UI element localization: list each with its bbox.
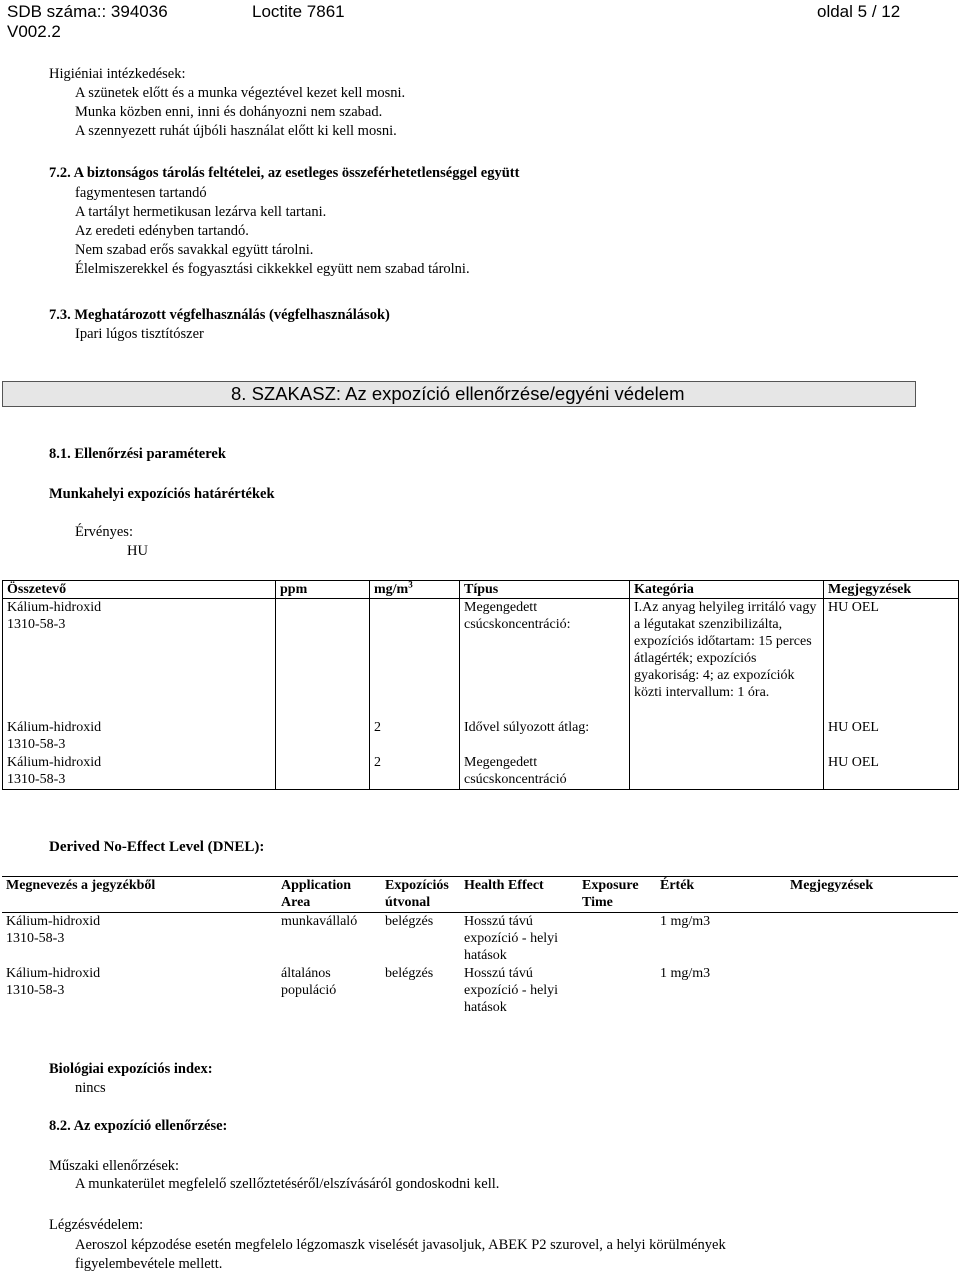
area-cell: munkavállaló (281, 914, 358, 929)
col-value: Érték (656, 877, 786, 913)
bio-value: nincs (75, 1080, 106, 1096)
mg-cell (370, 599, 460, 719)
remarks-cell: HU OEL (824, 754, 959, 790)
component-cell (3, 719, 276, 754)
bio-title: Biológiai expozíciós index: (49, 1061, 213, 1077)
ppm-cell (276, 599, 370, 719)
col-route: Expozíciós útvonal (381, 877, 460, 913)
cas-number: 1310-58-3 (7, 771, 66, 787)
category-cell: I.Az anyag helyileg irritáló vagy a légutakat szenzibilizálta, expozíciós időtartam: 15 perces átlagérték; expozíciós gyakoriság: 4; az expozíciók közti intervallum: 1 óra. (630, 599, 824, 719)
table-row (3, 754, 959, 790)
col-effect: Health Effect (460, 877, 578, 913)
col-mg (370, 581, 460, 599)
category-cell (630, 719, 824, 754)
dnel-title: Derived No-Effect Level (DNEL): (49, 839, 265, 855)
respiratory-title: Légzésvédelem: (49, 1217, 144, 1233)
effect-cell: Hosszú távú expozíció - helyi hatások (464, 965, 559, 1015)
ppm-cell (276, 719, 370, 754)
route-cell: belégzés (385, 965, 434, 981)
cas-number: 1310-58-3 (6, 982, 65, 998)
remarks-cell (786, 913, 958, 965)
col-type: Típus (460, 581, 630, 599)
remarks-cell: HU OEL (824, 719, 959, 754)
cas-number: 1310-58-3 (7, 617, 66, 632)
section-8-1-title: 8.1. Ellenőrzési paraméterek (49, 446, 226, 462)
hygiene-title: Higiéniai intézkedések: (49, 66, 186, 82)
effect-cell: Hosszú távú expozíció - helyi hatások (464, 914, 559, 963)
table-row (2, 913, 958, 965)
mg-cell: 2 (370, 754, 460, 790)
col-remarks: Megjegyzések (786, 877, 958, 913)
respiratory-line: figyelembevétele mellett. (75, 1256, 223, 1272)
section-8-2-title: 8.2. Az expozíció ellenőrzése: (49, 1118, 228, 1134)
storage-line: Az eredeti edényben tartandó. (75, 223, 249, 239)
page-number: oldal 5 / 12 (817, 2, 901, 21)
respiratory-line: Aeroszol képzodése esetén megfelelo légzomaszk viselését javasoljuk, ABEK P2 szurovel, a helyi körülmények (75, 1237, 726, 1253)
component-cell (3, 754, 276, 790)
type-cell: Idővel súlyozott átlag: (460, 719, 630, 754)
area-cell: általános populáció (281, 965, 337, 998)
col-category: Kategória (630, 581, 824, 599)
mg-cell: 2 (370, 719, 460, 754)
cas-number: 1310-58-3 (7, 736, 66, 752)
oel-subtitle: Munkahelyi expozíciós határértékek (49, 486, 275, 502)
substance-name: Kálium-hidroxid (6, 965, 101, 981)
section-7-2-lines (75, 184, 470, 279)
section-7-3-title: 7.3. Meghatározott végfelhasználás (végfelhasználások) (49, 307, 390, 323)
hygiene-lines (75, 84, 405, 141)
table-row (3, 599, 959, 719)
ppm-cell (276, 754, 370, 790)
substance-name: Kálium-hidroxid (6, 914, 101, 929)
hygiene-line: Munka közben enni, inni és dohányozni nem szabad. (75, 104, 383, 120)
storage-line: A tartályt hermetikusan lezárva kell tartani. (75, 204, 327, 220)
value-cell: 1 mg/m3 (660, 914, 711, 929)
name-cell (2, 965, 277, 1017)
category-cell (630, 754, 824, 790)
time-cell (578, 913, 656, 965)
storage-line: Élelmiszerekkel és fogyasztási cikkekkel együtt nem szabad tárolni. (75, 261, 470, 277)
route-cell: belégzés (385, 914, 434, 929)
time-cell (578, 965, 656, 1017)
col-mg-sup: 3 (408, 580, 413, 590)
component-cell (3, 599, 276, 719)
cas-number: 1310-58-3 (6, 931, 65, 946)
oel-table (2, 580, 959, 790)
col-component: Összetevő (3, 581, 276, 599)
component-name: Kálium-hidroxid (7, 754, 102, 770)
hygiene-line: A szennyezett ruhát újbóli használat előtt ki kell mosni. (75, 123, 397, 139)
col-area: Application Area (277, 877, 381, 913)
hygiene-line: A szünetek előtt és a munka végeztével kezet kell mosni. (75, 85, 406, 101)
version: V002.2 (7, 22, 61, 41)
section-8-banner (2, 381, 916, 407)
valid-value: HU (127, 543, 148, 559)
remarks-cell (786, 965, 958, 1017)
remarks-cell: HU OEL (824, 599, 959, 719)
col-ppm: ppm (276, 581, 370, 599)
storage-line: fagymentesen tartandó (75, 185, 207, 201)
dnel-header-row (2, 877, 958, 913)
value-cell: 1 mg/m3 (660, 965, 711, 981)
col-remarks: Megjegyzések (824, 581, 959, 599)
table-row (2, 965, 958, 1017)
section-7-2-title: 7.2. A biztonságos tárolás feltételei, az esetleges összeférhetetlenséggel együtt (49, 165, 520, 181)
type-cell: Megengedett csúcskoncentráció (460, 754, 630, 790)
product-name: Loctite 7861 (252, 2, 345, 21)
storage-line: Nem szabad erős savakkal együtt tárolni. (75, 242, 314, 258)
component-name: Kálium-hidroxid (7, 600, 102, 615)
name-cell (2, 913, 277, 965)
type-cell: Megengedett csúcskoncentráció: (460, 599, 630, 719)
col-time: Exposure Time (578, 877, 656, 913)
end-use-line: Ipari lúgos tisztítószer (75, 326, 204, 342)
oel-header-row (3, 581, 959, 599)
valid-label: Érvényes: (75, 524, 133, 540)
table-row (3, 719, 959, 754)
col-mg-label: mg/m (374, 582, 409, 597)
sdb-number: SDB száma:: 394036 (7, 2, 168, 21)
engineering-line: A munkaterület megfelelő szellőztetéséről/elszívásáról gondoskodni kell. (75, 1176, 500, 1192)
dnel-table (2, 876, 958, 1017)
respiratory-lines (75, 1236, 726, 1274)
section-8-title: 8. SZAKASZ: Az expozíció ellenőrzése/egyéni védelem (231, 383, 685, 404)
col-name: Megnevezés a jegyzékből (2, 877, 277, 913)
engineering-title: Műszaki ellenőrzések: (49, 1158, 180, 1174)
component-name: Kálium-hidroxid (7, 719, 102, 735)
